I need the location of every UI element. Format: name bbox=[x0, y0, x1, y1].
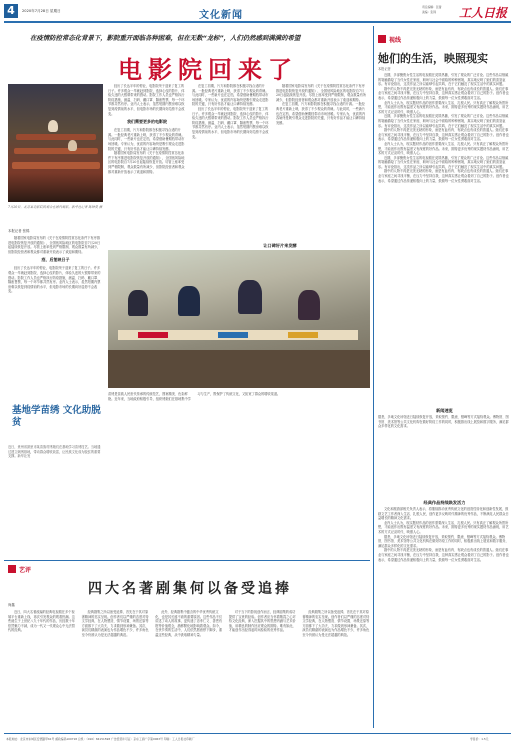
header-rule bbox=[4, 21, 511, 23]
lead-body-p8: 随着国家电影局发布的《关于在疫情防控常态化条件下有序推进电影院恢复开放的通知》，全国低风险地区的电影院自7月20日起陆续恢复开放。尽管上座率受到严格限制，观众数量有所减少，但影院经营者和观众都对重新开放表示了欢迎和期待。 bbox=[276, 84, 367, 102]
column-body bbox=[378, 73, 511, 403]
embroidery-photo bbox=[108, 250, 370, 388]
lead-byline: 本报记者 张锦 bbox=[8, 229, 30, 233]
feature-title-text: 基地学苗绣 文化助脱贫 bbox=[12, 405, 101, 428]
right-body-2-p3: 据悉，多地文化场馆近日陆续恢复开放，采取预约、限流、错峰等方式接待观众。博物馆、图书馆、美术馆等公共文化机构在做好防疫工作的同时，积极推出线上展览和数字服务，满足群众多样化的文化需求。 bbox=[378, 534, 509, 548]
lead-body-p7: 经历了长达半年的停业，电影院终于迎来了复工的日子。许多观众一早就赶到影院，选择心仪的影片，体验久违的大银幕带来的感动。影院工作人员也严格执行防疫措施，测温、扫码、戴口罩、隔座售票，每一个环节都井然有序。业内人士表示，虽然短期内票房难以恢复到疫情前的水平，但电影市场的长期向好趋势不会改变。 bbox=[192, 106, 269, 139]
column-body-p2: 剧中的人物不再是完美无缺的形象，而是有血有肉、有缺点也有成长的普通人。她们在事业与家庭之间寻找平衡，在压力中坚持自我，这种真实感让观众看到了自己的影子。创作者也表示，希望通过作品传递积极向上的力量，鼓励每一位女性勇敢面对生活。 bbox=[378, 86, 509, 100]
column-body-p7: 近期，多部聚焦女性生活的电视剧在荧屏热播，引发了观众的广泛讨论。这些作品以细腻的笔触描绘了当代女性在家庭、职场与社会中面临的种种困境，真实地反映了她们的喜怒哀乐。有评论指出，这类作品之所以能够引起共鸣，在于它们触及了现实生活中的真实问题。 bbox=[378, 155, 509, 169]
section-title: 文化新闻 bbox=[199, 10, 243, 21]
cinema-photo-caption: 7月20日，北京某电影院的观众在场内观影。新华社记者 陈钟昊 摄 bbox=[8, 205, 103, 209]
newspaper-logo: 工人日报 bbox=[459, 6, 508, 20]
lead-body-col1 bbox=[8, 236, 103, 386]
column-tag bbox=[378, 34, 401, 44]
right-body-2-p2: 业内人士认为，现实题材作品的创作需要深入生活、扎根人民。只有真正了解观众所思所想，才能创作出既有温度又有深度的好作品。未来，期待更多优秀的现实题材作品涌现，用艺术的方式记录时代、映照人心。 bbox=[378, 520, 509, 534]
right-subhead-1: 新闻速览 bbox=[436, 408, 453, 413]
editor-credit: 责任编辑：张蕾 bbox=[422, 5, 442, 9]
art-body-p1: 近日，四大名著改编的经典电视剧在多个视频平台重新上线，再次引发观众的观看热潮。这些诞生于上世纪八九十年代的作品，历经数十年依然魅力不减，成为一代又一代观众心中无法替代的经典。 bbox=[8, 610, 75, 633]
right-body-2-p4: 剧中的人物不再是完美无缺的形象，而是有血有肉、有缺点也有成长的普通人。她们在事业与家庭之间寻找平衡，在压力中坚持自我，这种真实感让观众看到了自己的影子。创作者也表示，希望通过作品传递积极向上的力量，鼓励每一位女性勇敢面对生活。 bbox=[378, 548, 509, 562]
column-body-p4: 近期，多部聚焦女性生活的电视剧在荧屏热播，引发了观众的广泛讨论。这些作品以细腻的笔触描绘了当代女性在家庭、职场与社会中面临的种种困境，真实地反映了她们的喜怒哀乐。有评论指出，这类作品之所以能够引起共鸣，在于它们触及了现实生活中的真实问题。 bbox=[378, 114, 509, 128]
right-subhead-2: 经典作品持续焕发活力 bbox=[423, 500, 466, 505]
right-body-2-p1: 文化和旅游部相关负责人表示，将继续推动优秀传统文化的创造性转化和创新性发展，鼓励文艺工作者深入生活、扎根人民，创作更多反映时代精神的优秀作品，不断满足人民群众日益增长的精神文化需求。 bbox=[378, 507, 509, 521]
feature-caption: 近日，贵州省凯里市某苗族村绣娘们在基地学习苗绣技艺。当地通过建立刺绣基地，带动群众增收致富，让民族文化成为脱贫的重要支撑。新华社发 bbox=[8, 445, 101, 459]
column-body-p6: 业内人士认为，现实题材作品的创作需要深入生活、扎根人民。只有真正了解观众所思所想，才能创作出既有温度又有深度的好作品。未来，期待更多优秀的现实题材作品涌现，用艺术的方式记录时代、映照人心。 bbox=[378, 141, 509, 156]
lead-body-p4: 在复工初期，片方和影院都在积极寻找合适的片源。一批经典老片重新上映，获得了不少观众的青睐。与此同时，一些新片也在定档，希望借助暑期档带动市场回暖。专家认为，优质的内容始终是吸引观众走进影院的关键，只有好作品才能让口碑持续发酵。 bbox=[108, 128, 185, 151]
lead-headline: 电影院回来了 bbox=[118, 56, 298, 84]
column-title: 她们的生活，映照现实 bbox=[378, 52, 488, 65]
issue-date: 2020年7月28日 星期日 bbox=[22, 9, 61, 13]
right-body-2 bbox=[378, 507, 511, 729]
right-body-1: 据悉，多地文化场馆近日陆续恢复开放，采取预约、限流、错峰等方式接待观众。博物馆、图书馆、美术馆等公共文化机构在做好防疫工作的同时，积极推出线上展览和数字服务，满足群众多样化的文化需求。 bbox=[378, 415, 509, 429]
footer-price: 零售价：1.5元 bbox=[470, 737, 489, 741]
column-divider bbox=[373, 26, 374, 728]
column-byline: 本报记者 bbox=[378, 67, 391, 71]
column-body-p3: 业内人士认为，现实题材作品的创作需要深入生活、扎根人民。只有真正了解观众所思所想，才能创作出既有温度又有深度的好作品。未来，期待更多优秀的现实题材作品涌现，用艺术的方式记录时代、映照人心。 bbox=[378, 100, 509, 114]
feature-title bbox=[12, 405, 102, 429]
art-tag bbox=[8, 564, 31, 574]
lead-body-col4 bbox=[276, 84, 368, 239]
column-tag-text: 视线 bbox=[389, 36, 402, 44]
art-section-rule bbox=[4, 560, 370, 561]
page-number: 4 bbox=[4, 4, 18, 18]
lead-subhead-1: 疫、后复映日子 bbox=[41, 257, 70, 263]
lead-body-p5: 随着国家电影局发布的《关于在疫情防控常态化条件下有序推进电影院恢复开放的通知》，全国低风险地区的电影院自7月20日起陆续恢复开放。尽管上座率受到严格限制，观众数量有所减少，但影院经营者和观众都对重新开放表示了欢迎和期待。 bbox=[108, 151, 185, 174]
art-title: 四大名著剧集何以备受追捧 bbox=[88, 581, 292, 597]
art-body-p4: 对于当下的影视创作而言，经典剧集的成功提供了宝贵的经验。创作者应当怀着敬畏之心对待文化经典，深入挖掘其中的思想内涵与艺术价值，用精良的制作回应观众的期待。唯有如此，才能创作出经得起时间检验的优秀作品。 bbox=[228, 610, 296, 633]
lead-subhead-3: 让口碑好片来发酵 bbox=[263, 243, 297, 248]
lead-body-p6: 在复工初期，片方和影院都在积极寻找合适的片源。一批经典老片重新上映，获得了不少观众的青睐。与此同时，一些新片也在定档，希望借助暑期档带动市场回暖。专家认为，优质的内容始终是吸引观众走进影院的关键，只有好作品才能让口碑持续发酵。 bbox=[192, 84, 269, 107]
art-body-p3: 此外，经典剧集中蕴含的中华优秀传统文化，也是其长盛不衰的重要原因。这些作品不仅讲述了动人的故事，更传递了忠孝仁义、善恶有报等价值观念，潜移默化地影响着观众。如今，在快节奏的生活中，人们依然愿意停下脚步，重温这些经典，从中汲取精神力量。 bbox=[155, 610, 223, 637]
art-tag-icon bbox=[8, 565, 16, 573]
lead-body-p3: 经历了长达半年的停业，电影院终于迎来了复工的日子。许多观众一早就赶到影院，选择心仪的影片，体验久违的大银幕带来的感动。影院工作人员也严格执行防疫措施，测温、扫码、戴口罩、隔座售票，每一个环节都井然有序。业内人士表示，虽然短期内票房难以恢复到疫情前的水平，但电影市场的长期向好趋势不会改变。 bbox=[108, 84, 185, 116]
lead-subhead-2: 我们需要更多的电影院 bbox=[127, 119, 167, 125]
lead-body-col3 bbox=[192, 84, 270, 239]
lead-body-p9: 在复工初期，片方和影院都在积极寻找合适的片源。一批经典老片重新上映，获得了不少观众的青睐。与此同时，一些新片也在定档，希望借助暑期档带动市场回暖。专家认为，优质的内容始终是吸引观众走进影院的关键，只有好作品才能让口碑持续发酵。 bbox=[276, 102, 366, 125]
art-byline: 尚鑫 bbox=[8, 603, 15, 607]
column-body-p1: 近期，多部聚焦女性生活的电视剧在荧屏热播，引发了观众的广泛讨论。这些作品以细腻的笔触描绘了当代女性在家庭、职场与社会中面临的种种困境，真实地反映了她们的喜怒哀乐。有评论指出，这类作品之所以能够引起共鸣，在于它们触及了现实生活中的真实问题。 bbox=[378, 73, 509, 87]
art-tag-text: 艺评 bbox=[19, 566, 32, 574]
column-body-p5: 剧中的人物不再是完美无缺的形象，而是有血有肉、有缺点也有成长的普通人。她们在事业与家庭之间寻找平衡，在压力中坚持自我，这种真实感让观众看到了自己的影子。创作者也表示，希望通过作品传递积极向上的力量，鼓励每一位女性勇敢面对生活。 bbox=[378, 128, 509, 142]
art-body-p2: 经典剧集之所以备受追捧，首先在于其对原著精神的忠实呈现。创作者们以严谨的态度对待文学经典，在人物塑造、情节设置、场景还原等方面都下了大功夫，力求做到形神兼备。其次，演员们精湛的表演也为作品增色不少，许多角色至今仍被认为是无法超越的典范。 bbox=[81, 610, 149, 637]
column-body-p8: 剧中的人物不再是完美无缺的形象，而是有血有肉、有缺点也有成长的普通人。她们在事业与家庭之间寻找平衡，在压力中坚持自我，这种真实感让观众看到了自己的影子。创作者也表示，希望通过作品传递积极向上的力量，鼓励每一位女性勇敢面对生活。 bbox=[378, 169, 509, 183]
page-header bbox=[4, 4, 511, 22]
art-body bbox=[8, 610, 370, 728]
art-body-p5: 经典剧集之所以备受追捧，首先在于其对原著精神的忠实呈现。创作者们以严谨的态度对待文学经典，在人物塑造、情节设置、场景还原等方面都下了大功夫，力求做到形神兼备。其次，演员们精湛的表演也为作品增色不少，许多角色至今仍被认为是无法超越的典范。 bbox=[302, 610, 370, 637]
cinema-photo bbox=[8, 84, 103, 202]
designer-credit: 美编：张锦 bbox=[422, 10, 436, 14]
lead-body-p1: 随着国家电影局发布的《关于在疫情防控常态化条件下有序推进电影院恢复开放的通知》，全国低风险地区的电影院自7月20日起陆续恢复开放。尽管上座率受到严格限制，观众数量有所减少，但影院经营者和观众都对重新开放表示了欢迎和期待。 bbox=[8, 236, 101, 254]
footer-rule bbox=[4, 733, 511, 734]
footer-address: 本报地址：北京市东城区安德路甲61号 邮政编码100718 总机：（010）84151598 广告经营许可证：京东工商广字第0063号 印刷：工人日报社印刷厂 bbox=[6, 737, 195, 741]
feature-body: 苗绣是苗族人民世代传承的传统技艺，图案精美、色彩鲜艳。近年来，当地政府积极引导，组织绣娘们在基地集中学习与生产，既保护了传统文化，又拓宽了群众的增收渠道。 bbox=[108, 392, 281, 401]
lead-kicker: 在疫情防控常态化背景下，影院重开面临各种困难，但在无数“龙标”，人们仍然感到满满的希望 bbox=[30, 34, 301, 42]
column-tag-icon bbox=[378, 35, 386, 43]
lead-body-p2: 经历了长达半年的停业，电影院终于迎来了复工的日子。许多观众一早就赶到影院，选择心仪的影片，体验久违的大银幕带来的感动。影院工作人员也严格执行防疫措施，测温、扫码、戴口罩、隔座售票，每一个环节都井然有序。业内人士表示，虽然短期内票房难以恢复到疫情前的水平，但电影市场的长期向好趋势不会改变。 bbox=[8, 266, 101, 294]
